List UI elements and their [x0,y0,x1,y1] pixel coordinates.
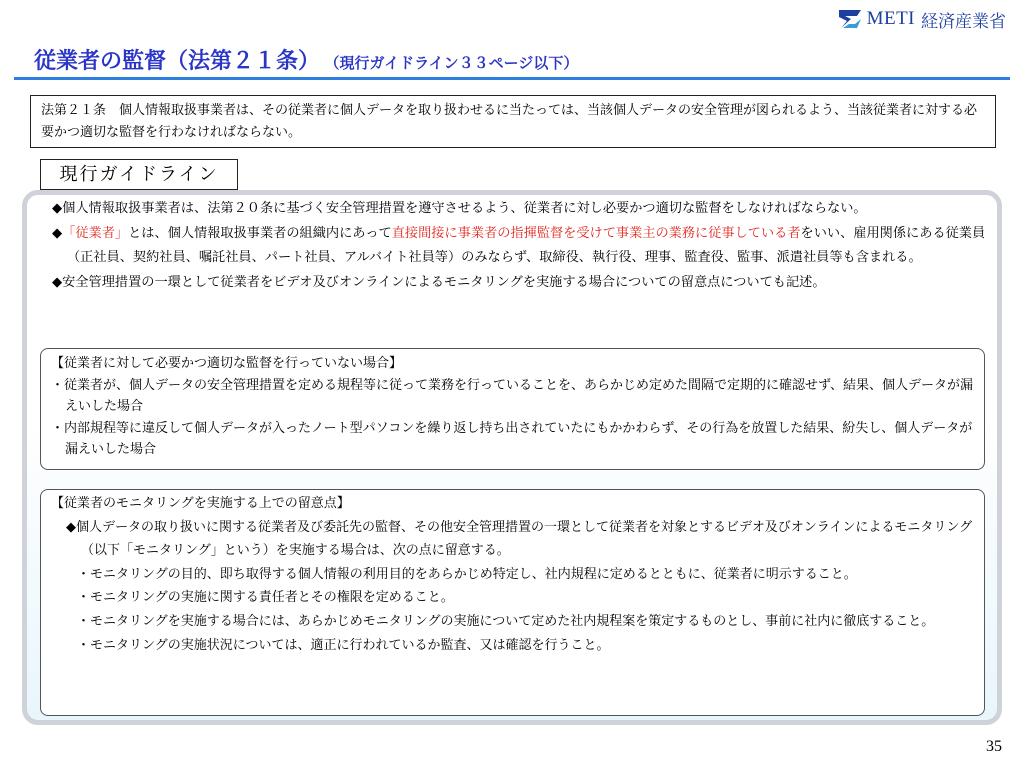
box1-heading: 【従業者に対して必要かつ適切な監督を行っていない場合】 [51,356,403,371]
guideline-label: 現行ガイドライン [40,159,238,190]
article-text: 法第２１条 個人情報取扱事業者は、その従業者に個人データを取り扱わせるに当たっては、当該個人データの安全管理が図られるよう、当該従業者に対する必要かつ適切な監督を行わなければならない。 [41,103,978,140]
list-item: ・従業者が、個人データの安全管理措置を定める規程等に従って業務を行っていることを、あらかじめ定めた間隔で定期的に確認せず、結果、個人データが漏えいした場合 [51,377,973,414]
page-title [34,44,578,75]
bullet-2-rest: をいい、雇用関係にある従業員（正社員、契約社員、嘱託社員、パート社員、アルバイト社員等）のみならず、取締役、執行役、理事、監査役、監事、派遣社員等も含まれる。 [67,225,986,265]
meti-logo-icon [837,7,863,31]
title-main: 従業者の監督（法第２１条） [34,49,321,74]
guideline-bullet-1: ◆個人情報取扱事業者は、法第２０条に基づく安全管理措置を遵守させるよう、従業者に対し必要かつ適切な監督をしなければならない。 [52,201,867,216]
list-item: ・モニタリングを実施する場合には、あらかじめモニタリングの実施について定めた社内規程案を策定するものとし、事前に社内に徹底すること。 [77,613,935,629]
box2-intro: ◆個人データの取り扱いに関する従業者及び委託先の監督、その他安全管理措置の一環として従業者を対象とするビデオ及びオンラインによるモニタリング（以下「モニタリング」という）を実施する場合は、次の点に留意する。 [66,519,973,559]
guideline-bullets [52,197,992,295]
improper-supervision-box [40,348,985,470]
bullet-marker: ◆ [52,225,63,241]
title-subtitle: （現行ガイドライン３３ページ以下） [332,54,579,72]
title-divider [14,77,1010,80]
logo-text: METI [866,8,915,29]
bullet-2-text: とは、個人情報取扱事業者の組織内にあって [128,225,392,241]
emphasis-term: 「従業者」 [62,225,129,241]
list-item: ・モニタリングの目的、即ち取得する個人情報の利用目的をあらかじめ特定し、社内規程に定めるとともに、従業者に明示すること。 [77,566,857,582]
monitoring-notes-box [40,489,985,716]
page-number: 35 [986,738,1002,755]
list-item: ・モニタリングの実施状況については、適正に行われているか監査、又は確認を行うこと。 [77,637,610,653]
box2-heading: 【従業者のモニタリングを実施する上での留意点】 [51,496,350,511]
article-box [30,95,996,148]
emphasis-definition: 直接間接に事業者の指揮監督を受けて事業主の業務に従事している者 [391,225,801,241]
guideline-bullet-3: ◆安全管理措置の一環として従業者をビデオ及びオンラインによるモニタリングを実施する場合についての留意点についても記述。 [52,274,826,290]
guideline-bullet-2 [52,222,992,271]
list-item: ・内部規程等に違反して個人データが入ったノート型パソコンを繰り返し持ち出されていたにもかかわらず、その行為を放置した結果、紛失し、個人データが漏えいした場合 [51,420,973,457]
meti-logo [837,6,1006,32]
list-item: ・モニタリングの実施に関する責任者とその権限を定めること。 [77,590,454,606]
ministry-name: 経済産業省 [921,11,1006,32]
